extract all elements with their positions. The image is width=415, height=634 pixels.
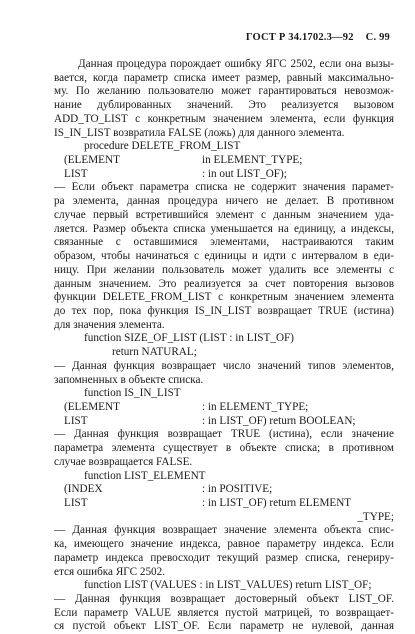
- code-line: _TYPE;: [357, 510, 394, 523]
- code-line: [54, 401, 394, 415]
- code-line: procedure DELETE_FROM_LIST: [84, 140, 241, 153]
- text-line: ся пустой объект LIST_OF. Если параметр не нулевой, данная: [54, 620, 394, 633]
- code-type: : in ELEMENT_TYPE;: [202, 400, 309, 413]
- text-line: му. По желанию пользователю может гарантироваться невозмож-: [54, 85, 394, 98]
- code-line: [54, 497, 394, 511]
- code-param: (INDEX: [64, 483, 103, 496]
- page-header: [60, 32, 390, 46]
- code-param: (ELEMENT: [64, 154, 120, 167]
- text-line: связанные с оставшимися элементами, настраиваются таким: [54, 236, 394, 249]
- text-line: функции DELETE_FROM_LIST с конкретным значением элемента: [54, 291, 394, 304]
- text-line: ницу. При желании пользователь может удалить все элементы с: [54, 263, 394, 276]
- text-line: Данная процедура порождает ошибку ЯГС 2502, если она вызы-: [78, 58, 394, 70]
- text-line: ется ошибка ЯГС 2502.: [54, 565, 166, 578]
- code-param: LIST: [64, 167, 88, 180]
- code-line: function IS_IN_LIST: [84, 387, 181, 400]
- body-text: [54, 58, 394, 634]
- code-param: LIST: [64, 497, 88, 509]
- text-line: ка, имеющего значение индекса, равное параметру индекса. Если: [54, 538, 394, 551]
- text-line: запомненных в объекте списка.: [54, 373, 204, 386]
- code-line: [54, 168, 394, 182]
- text-line: — Данная функция возвращает достоверный объект LIST_OF.: [54, 593, 394, 606]
- code-line: [54, 415, 394, 429]
- text-line: ляется. Размер объекта списка уменьшается на единицу, а индексы,: [54, 222, 394, 235]
- text-line: ра элемента, данная процедура ничего не делает. В противном: [54, 195, 394, 208]
- text-line: ADD_TO_LIST с конкретным значением элемента, если функция: [54, 112, 394, 125]
- text-line: случае возвращается FALSE.: [54, 455, 193, 468]
- text-line: IS_IN_LIST возвратила FALSE (ложь) для данного элемента.: [54, 126, 345, 139]
- text-line: случае первый встретившийся элемент с данным значением уда-: [54, 208, 394, 221]
- text-line: данным значением. Это реализуется за счет повторения вызовов: [54, 277, 394, 290]
- text-line: параметра элемента существует в объекте списка; в противном: [54, 442, 394, 455]
- code-line: return NATURAL;: [112, 346, 197, 359]
- text-line: до тех пор, пока функция IS_IN_LIST возвращает TRUE (истина): [54, 304, 394, 317]
- code-type: : in LIST_OF) return BOOLEAN;: [202, 414, 356, 427]
- text-line: для значения элемента.: [54, 318, 165, 331]
- code-param: LIST: [64, 414, 88, 427]
- code-type: : in LIST_OF) return ELEMENT: [202, 497, 352, 509]
- standard-number: ГОСТ Р 34.1702.3—92: [245, 32, 354, 43]
- code-type: : in POSITIVE;: [202, 483, 273, 496]
- code-type: : in out LIST_OF);: [202, 167, 287, 180]
- text-line: — Данная функция возвращает число значений типов элементов,: [54, 359, 394, 372]
- text-line: вается, когда параметр списка имеет размер, равный максимально-: [54, 71, 394, 84]
- text-line: — Если объект параметра списка не содержит значения парамет-: [54, 181, 394, 194]
- code-line: function LIST (VALUES : in LIST_VALUES) return LIST_OF;: [84, 579, 372, 592]
- code-line: function LIST_ELEMENT: [84, 469, 206, 482]
- text-line: — Данная функция возвращает значение элемента объекта спис-: [54, 524, 394, 537]
- code-line: [54, 154, 394, 168]
- text-line: Если параметр VALUE является пустой матрицей, то возвращает-: [54, 606, 394, 619]
- text-line: нание дублированных значений. Это реализуется вызовом: [54, 99, 394, 112]
- code-line: [54, 483, 394, 497]
- page-number: С. 99: [365, 32, 390, 43]
- code-line: function SIZE_OF_LIST (LIST : in LIST_OF): [84, 332, 294, 345]
- code-type: in ELEMENT_TYPE;: [202, 154, 303, 167]
- code-param: (ELEMENT: [64, 400, 120, 413]
- text-line: — Данная функция возвращает TRUE (истина), если значение: [54, 428, 394, 441]
- text-line: параметр индекса превосходит текущий размер списка, генериру-: [54, 551, 394, 564]
- text-line: образом, чтобы начинаться с единицы и идти с интервалом в еди-: [54, 250, 394, 263]
